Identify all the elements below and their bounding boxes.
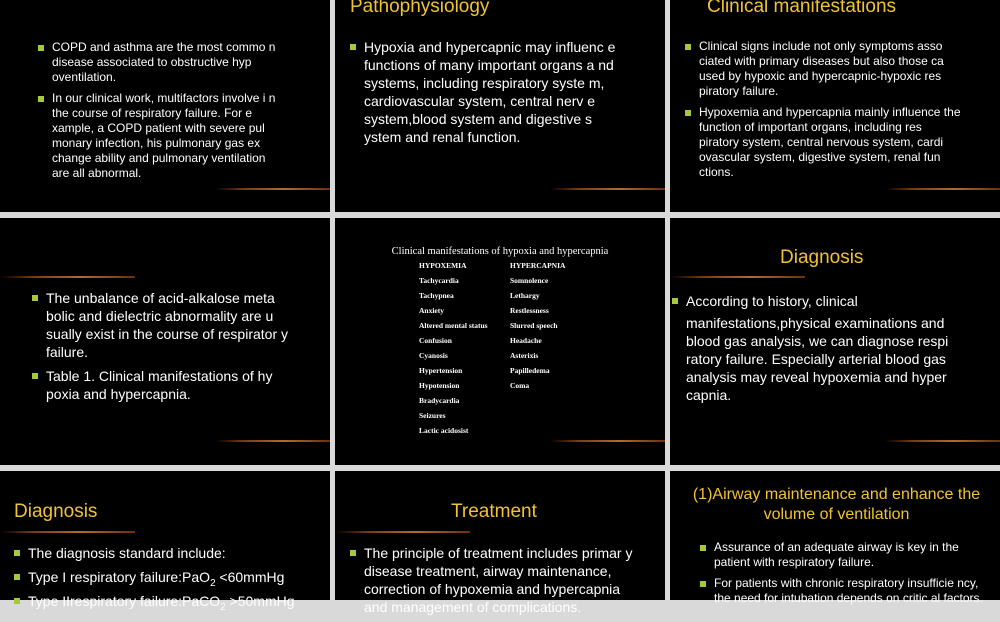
bullet-icon: [14, 598, 20, 604]
slide-8-bullet: The principle of treatment includes primar y disease treatment, airway maintenance, correction of hypoxemia and hypercapnia and management of complications.: [350, 544, 635, 616]
decorative-line: [335, 531, 470, 533]
slide-1-bullets: [38, 40, 283, 187]
decorative-line: [670, 276, 805, 278]
slide-8-bullets: [350, 544, 635, 622]
slide-3[interactable]: [670, 0, 1000, 212]
hypoxemia-column: [419, 258, 488, 438]
bullet-icon: [350, 44, 356, 50]
bullet-icon: [32, 373, 38, 379]
bullet-icon: [685, 44, 691, 50]
bullet-icon: [700, 581, 706, 587]
hypoxemia-sign: Cyanosis: [419, 351, 448, 360]
slide-7-title: Diagnosis: [14, 501, 98, 522]
slide-7-bullet: Type IIrespiratory failure:PaCO$_2$ >50mmHg: [14, 592, 324, 610]
slide-8[interactable]: [335, 471, 665, 615]
bullet-icon: [700, 545, 706, 551]
slide-2-bullet: Hypoxia and hypercapnic may influenc e functions of many important organs a nd systems, including respiratory syste m, cardiovascular system, central nerv e system,blood system and digestive s ystem and renal function.: [350, 38, 620, 146]
slide-6[interactable]: [670, 218, 1000, 465]
slide-1-bullet: COPD and asthma are the most commo n disease associated to obstructive hyp oventilation.: [38, 40, 283, 85]
bullet-icon: [14, 574, 20, 580]
slide-2-bullets: [350, 38, 620, 152]
slide-7-bullet: Type I respiratory failure:PaO$_2$ <60mmHg: [14, 568, 324, 586]
hypoxemia-sign: Tachypnea: [419, 291, 454, 300]
bullet-icon: [32, 295, 38, 301]
hypoxemia-sign: Hypotension: [419, 381, 460, 390]
hypoxemia-sign: Bradycardia: [419, 396, 460, 405]
slide-5-table-title: Clinical manifestations of hypoxia and hypercapnia: [391, 246, 609, 257]
slide-4-bullets: [32, 289, 294, 409]
slide-6-bullets: [672, 292, 972, 310]
hypoxemia-sign: Tachycardia: [419, 276, 459, 285]
hypoxemia-sign: Confusion: [419, 336, 452, 345]
slide-3-title: Clinical manifestations: [707, 0, 897, 17]
slide-5[interactable]: [335, 218, 665, 465]
slide-7-bullet: The diagnosis standard include:: [14, 544, 324, 562]
slide-6-title: Diagnosis: [780, 247, 864, 268]
decorative-line: [885, 188, 1000, 190]
bullet-icon: [14, 550, 20, 556]
slide-7[interactable]: [0, 471, 330, 613]
hypoxemia-sign: Altered mental status: [419, 321, 488, 330]
decorative-line: [0, 531, 135, 533]
slide-9[interactable]: [670, 471, 1000, 605]
slide-6-bullet: According to history, clinical: [672, 292, 972, 310]
hypoxemia-sign: Anxiety: [419, 306, 444, 315]
hypercapnia-sign: Asterixis: [510, 351, 539, 360]
decorative-line: [0, 276, 135, 278]
hypercapnia-sign: Coma: [510, 381, 530, 390]
slide-9-bullet: Assurance of an adequate airway is key in the patient with respiratory failure.: [700, 540, 985, 570]
slide-7-bullets: [14, 544, 324, 616]
slide-9-bullet: For patients with chronic respiratory insufficie ncy, the need for intubation depends on critic al factors.: [700, 576, 985, 606]
decorative-line: [550, 188, 665, 190]
slide-3-bullet: Hypoxemia and hypercapnia mainly influence the function of important organs, including res piratory system, central nervous system, cardi ovascular system, digestive system, renal fun ctions.: [685, 105, 965, 180]
hypoxemia-sign: Lactic acidosist: [419, 426, 469, 435]
bullet-icon: [672, 298, 678, 304]
slide-8-title: Treatment: [451, 501, 537, 522]
slide-4-bullet: Table 1. Clinical manifestations of hy poxia and hypercapnia.: [32, 367, 294, 403]
hypercapnia-column: [510, 258, 565, 393]
decorative-line: [885, 440, 1000, 442]
bullet-icon: [38, 45, 44, 51]
hypercapnia-sign: Lethargy: [510, 291, 540, 300]
slide-6-paragraph: manifestations,physical examinations and blood gas analysis, we can diagnose respi ratory failure. Especially arterial blood gas analysis may reveal hypoxemia and hyper capnia.: [686, 315, 949, 403]
hypercapnia-sign: Restlessness: [510, 306, 549, 315]
hypoxemia-header: HYPOXEMIA: [419, 261, 467, 270]
hypoxemia-sign: Seizures: [419, 411, 446, 420]
slide-3-bullet: Clinical signs include not only symptoms asso ciated with primary diseases but also those ca used by hypoxic and hypercapnic-hypoxic res piratory failure.: [685, 39, 965, 99]
slide-2[interactable]: [335, 0, 665, 212]
slide-9-bullets: [700, 540, 985, 612]
slide-9-title: (1)Airway maintenance and enhance the volume of ventilation: [692, 486, 981, 523]
decorative-line: [215, 188, 330, 190]
decorative-line: [550, 440, 665, 442]
bullet-icon: [38, 96, 44, 102]
slide-1[interactable]: [0, 0, 330, 212]
bullet-icon: [685, 110, 691, 116]
slide-4[interactable]: [0, 218, 330, 465]
hypercapnia-header: HYPERCAPNIA: [510, 261, 566, 270]
slide-1-bullet: In our clinical work, multifactors involve i n the course of respiratory failure. For e xample, a COPD patient with severe pul monary infection, his pulmonary gas ex change ability and pulmonary ventilation are all abnormal.: [38, 91, 283, 181]
hypercapnia-sign: Papilledema: [510, 366, 550, 375]
hypercapnia-sign: Somnolence: [510, 276, 549, 285]
slide-4-bullet: The unbalance of acid-alkalose meta bolic and dielectric abnormality are u sually exist in the course of respirator y failure.: [32, 289, 294, 361]
decorative-line: [215, 440, 330, 442]
slide-2-title: Pathophysiology: [350, 0, 490, 17]
hypercapnia-sign: Headache: [510, 336, 542, 345]
hypercapnia-sign: Slurred speech: [510, 321, 558, 330]
bullet-icon: [350, 550, 356, 556]
slide-3-bullets: [685, 39, 965, 186]
hypoxemia-sign: Hypertension: [419, 366, 463, 375]
